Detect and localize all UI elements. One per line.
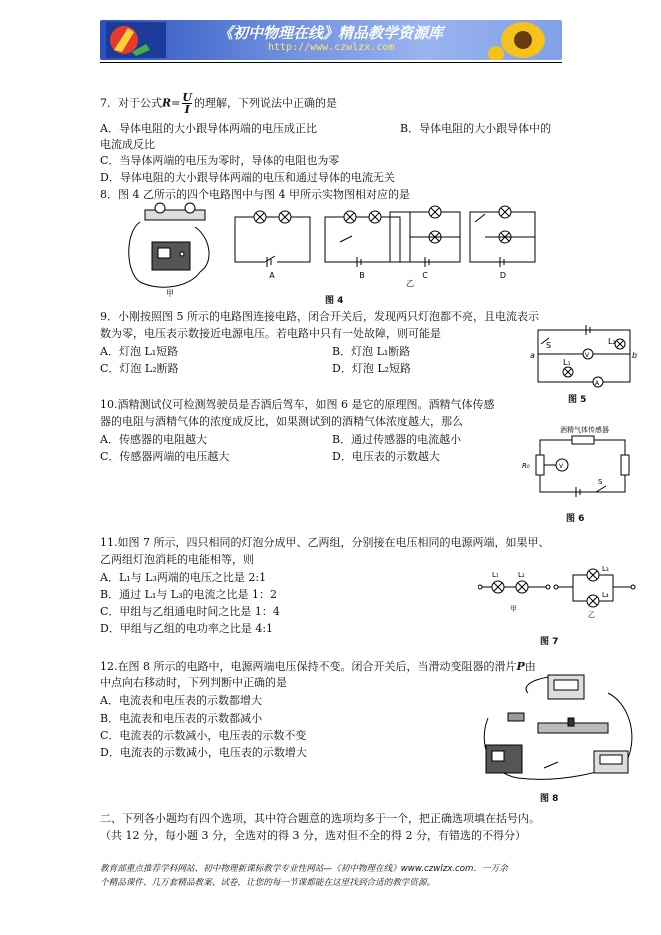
q9-option-c: C．灯泡 L₂断路 [100,362,179,375]
section-2-line-1: 二、下列各小题均有四个选项，其中符合题意的选项均多于一个，把正确选项填在括号内。 [100,812,540,825]
figure-4-caption: 图 4 [325,296,344,306]
svg-text:S: S [546,341,552,350]
q9-option-a: A．灯泡 L₁短路 [100,345,179,358]
q10-stem-2: 器的电阻与酒精气体的浓度成反比，如果测试到的酒精气体浓度越大，那么 [100,415,463,428]
q12-stem-1: 12.在图 8 所示的电路中，电源两端电压保持不变。闭合开关后，当滑动变阻器的滑片P由 [100,660,536,673]
section-2-line-2: （共 12 分，每小题 3 分，全选对的得 3 分，选对但不全的得 2 分，有错选的不得分） [100,829,526,842]
circuit-a [235,211,310,267]
q7-stem: 7．对于公式R= U I 的理解，下列说法中正确的是 [100,91,337,116]
figure-6-caption: 图 6 [566,514,585,524]
svg-text:甲: 甲 [166,289,174,298]
svg-text:L₄: L₄ [602,591,609,599]
svg-text:B: B [359,271,365,280]
svg-text:L₁: L₁ [492,571,499,579]
header-rule [100,62,562,63]
physical-circuit [129,203,209,287]
figure-5-caption: 图 5 [568,395,587,405]
footer-line-2: 个精品课件、几万套精品教案、试卷，让您的每一节课都能在这里找到合适的教学资源。 [100,878,436,888]
svg-text:甲: 甲 [510,605,517,613]
svg-text:R₀: R₀ [522,462,530,470]
q9-option-b: B．灯泡 L₁断路 [332,345,411,358]
figure-4 [120,202,550,302]
q10-option-a: A．传感器的电阻越大 [100,433,207,446]
q7-option-c: C．当导体两端的电压为零时，导体的电阻也为零 [100,154,340,167]
q12-option-b: B．电流表和电压表的示数都减小 [100,712,263,725]
svg-text:乙: 乙 [588,611,595,619]
q10-stem-1: 10.酒精测试仪可检测驾驶员是否酒后驾车，如图 6 是它的原理图。酒精气体传感 [100,398,495,411]
svg-text:酒精气体传感器: 酒精气体传感器 [560,426,609,434]
logo-icon [106,22,166,58]
q7-option-d: D．导体电阻的大小跟导体两端的电压和通过导体的电流无关 [100,171,395,184]
svg-text:S: S [598,478,603,486]
q10-option-c: C．传感器两端的电压越大 [100,450,230,463]
q12-option-a: A．电流表和电压表的示数都增大 [100,694,262,707]
svg-text:乙: 乙 [406,279,414,288]
q8-stem: 8．图 4 乙所示的四个电路图中与图 4 甲所示实物图相对应的是 [100,188,410,201]
circuit-b [325,211,400,267]
header-url[interactable]: http://www.czwlzx.com [268,42,395,53]
q7-option-b-cont: 电流成反比 [100,138,155,151]
header-banner [100,20,562,60]
figure-7-caption: 图 7 [540,637,559,647]
figure-6 [520,420,635,500]
q12-stem-2: 中点向右移动时，下列判断中正确的是 [100,676,287,689]
figure-5 [528,322,638,390]
q11-stem-2: 乙两组灯泡消耗的电能相等，则 [100,553,254,566]
figure-8 [478,673,638,788]
q9-stem-2: 数为零，电压表示数接近电源电压。若电路中只有一处故障，则可能是 [100,327,441,340]
q12-option-d: D．电流表的示数减小，电压表的示数增大 [100,746,307,759]
sunflower-icon [488,20,558,60]
svg-text:D: D [499,271,507,280]
svg-text:L₂: L₂ [608,337,616,346]
circuit-d [470,206,535,267]
svg-text:V: V [585,352,590,359]
q12-option-c: C．电流表的示数减小，电压表的示数不变 [100,729,307,742]
svg-text:a: a [530,351,535,360]
q10-option-d: D．电压表的示数越大 [332,450,440,463]
q11-stem-1: 11.如图 7 所示，四只相同的灯泡分成甲、乙两组，分别接在电压相同的电源两端，如果甲、 [100,536,550,549]
figure-8-caption: 图 8 [540,794,559,804]
q9-stem-1: 9．小刚按照图 5 所示的电路图连接电路，闭合开关后，发现两只灯泡都不亮，且电流表示 [100,310,539,323]
q11-option-c: C．甲组与乙组通电时间之比是 1：4 [100,605,280,618]
svg-text:A: A [269,271,275,280]
header-title: 《初中物理在线》精品教学资源库 [218,24,444,42]
svg-text:b: b [632,351,638,360]
svg-text:A: A [595,380,600,387]
q7-option-a: A．导体电阻的大小跟导体两端的电压成正比 [100,122,317,135]
svg-text:L₂: L₂ [518,571,525,579]
q7-option-b: B．导体电阻的大小跟导体中的 [400,122,552,135]
figure-7 [478,565,638,620]
q11-option-b: B．通过 L₁与 L₃的电流之比是 1：2 [100,588,277,601]
svg-text:V: V [559,463,564,470]
footer-line-1: 教育部重点推荐学科网站、初中物理新课标教学专业性网站—《初中物理在线》www.czwlzx.com．一万余 [100,864,508,874]
q9-option-d: D．灯泡 L₂短路 [332,362,412,375]
q10-option-b: B．通过传感器的电流越小 [332,433,462,446]
svg-text:L₃: L₃ [602,565,609,573]
q11-option-d: D．甲组与乙组的电功率之比是 4:1 [100,622,274,635]
q11-option-a: A．L₁与 L₃两端的电压之比是 2:1 [100,571,267,584]
svg-text:L₁: L₁ [563,358,571,367]
svg-text:C: C [422,271,428,280]
